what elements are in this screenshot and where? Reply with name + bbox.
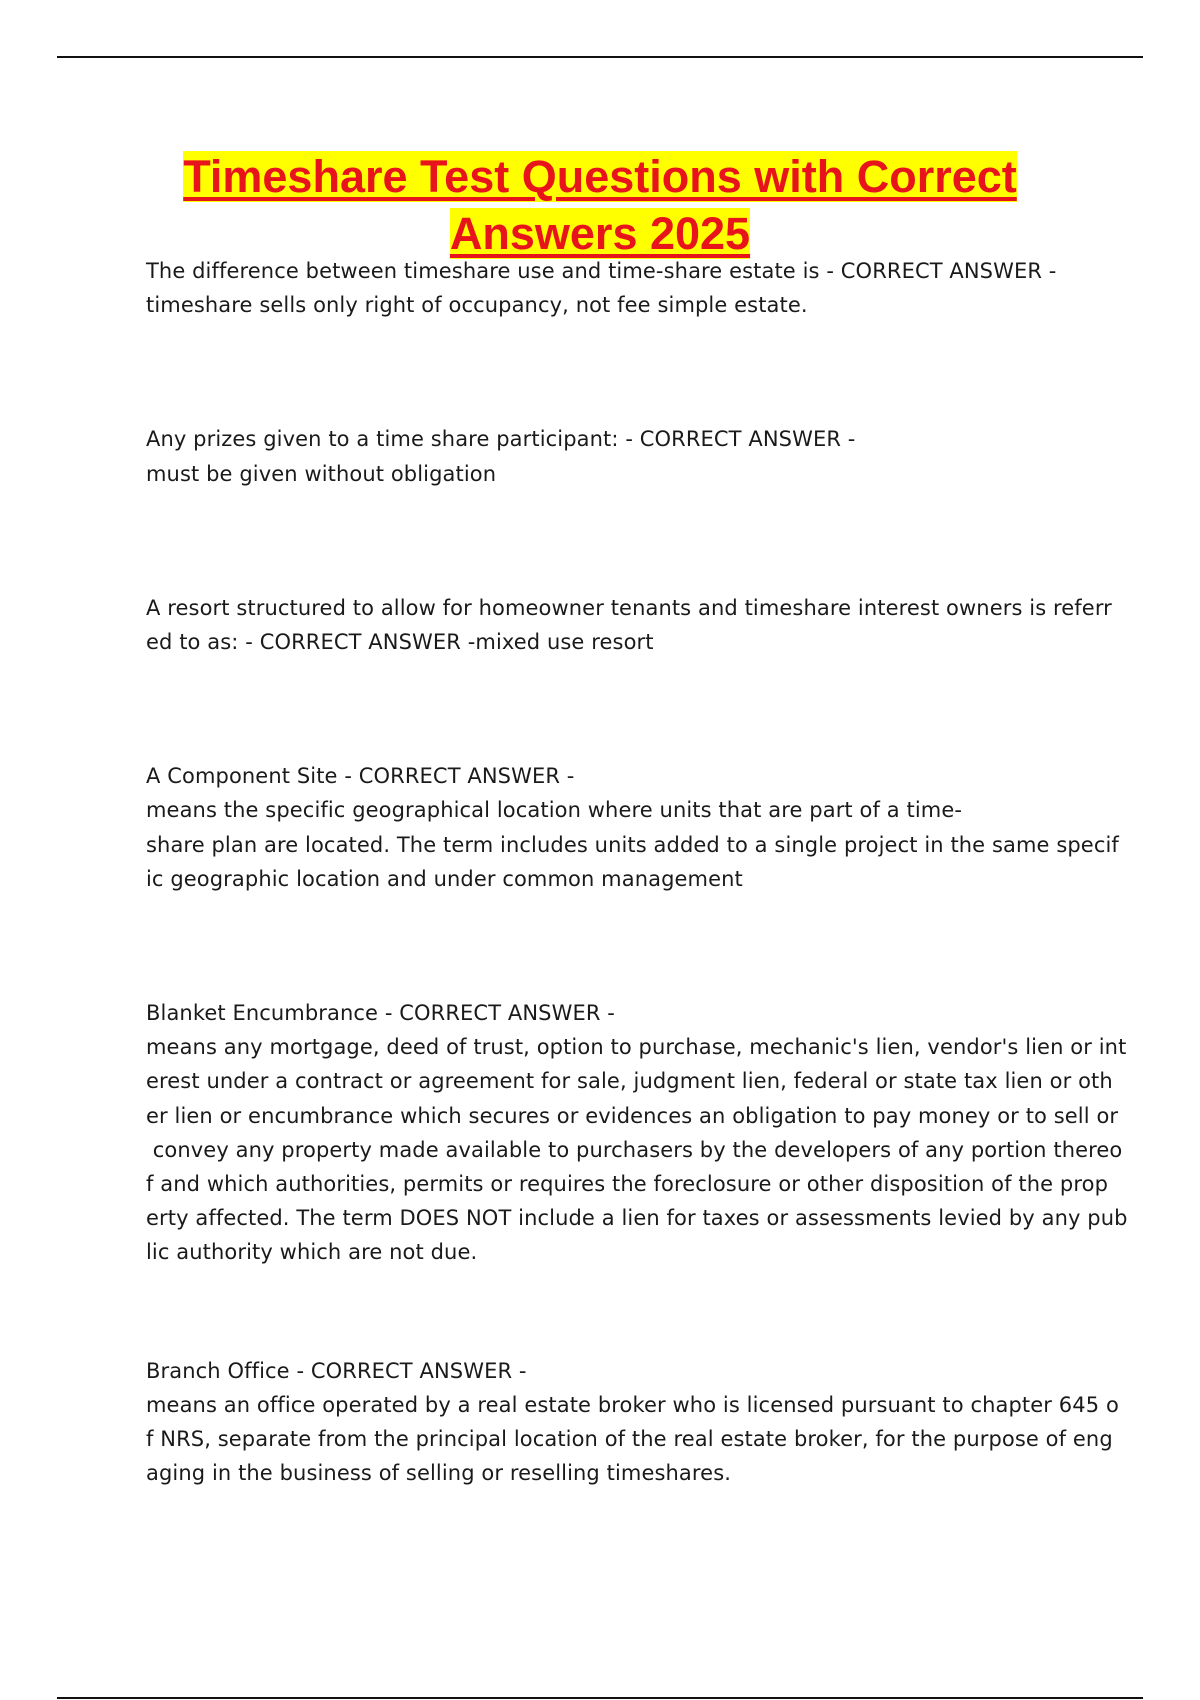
top-rule (57, 56, 1143, 58)
qa-line: The difference between timeshare use and time-share estate is - CORRECT ANSWER - (146, 259, 1057, 283)
bottom-rule (57, 1697, 1143, 1699)
document-body (146, 254, 1128, 1490)
qa-line: er lien or encumbrance which secures or evidences an obligation to pay money or to sell or (146, 1103, 1119, 1128)
title-block (100, 148, 1100, 262)
qa-entry-1 (146, 254, 1088, 322)
qa-line: convey any property made available to purchasers by the developers of any portion thereo (146, 1137, 1123, 1162)
qa-line: erest under a contract or agreement for sale, judgment lien, federal or state tax lien or oth (146, 1069, 1113, 1094)
qa-line: lic authority which are not due. (146, 1240, 478, 1265)
qa-line: means the specific geographical location where units that are part of a time- (146, 798, 963, 823)
qa-entry-3 (146, 591, 1112, 659)
qa-entry-5 (146, 996, 1128, 1270)
qa-line: f NRS, separate from the principal location of the real estate broker, for the purpose of eng (146, 1427, 1113, 1452)
qa-line: ed to as: - CORRECT ANSWER -mixed use resort (146, 630, 654, 655)
qa-line: f and which authorities, permits or requires the foreclosure or other disposition of the prop (146, 1172, 1108, 1197)
qa-line: A Component Site - CORRECT ANSWER - (146, 764, 575, 789)
qa-line: must be given without obligation (146, 461, 497, 486)
qa-line: A resort structured to allow for homeowner tenants and timeshare interest owners is referr (146, 595, 1112, 620)
qa-entry-4 (146, 759, 1119, 896)
qa-line: Branch Office - CORRECT ANSWER - (146, 1358, 527, 1383)
qa-line: share plan are located. The term includes units added to a single project in the same specif (146, 832, 1119, 857)
qa-line: erty affected. The term DOES NOT include a lien for taxes or assessments levied by any pub (146, 1206, 1128, 1231)
qa-entry-2 (146, 422, 1088, 490)
qa-entry-6 (146, 1354, 1119, 1491)
qa-line: Any prizes given to a time share participant: - CORRECT ANSWER - (146, 427, 856, 452)
document-title: Timeshare Test Questions with Correct Answers 2025 (183, 151, 1017, 259)
qa-line: means any mortgage, deed of trust, option to purchase, mechanic's lien, vendor's lien or int (146, 1035, 1127, 1060)
qa-line: ic geographic location and under common management (146, 866, 743, 891)
qa-line: timeshare sells only right of occupancy, not fee simple estate. (146, 293, 808, 318)
qa-line: means an office operated by a real estate broker who is licensed pursuant to chapter 645 o (146, 1392, 1119, 1417)
qa-line: aging in the business of selling or reselling timeshares. (146, 1461, 732, 1486)
qa-line: Blanket Encumbrance - CORRECT ANSWER - (146, 1001, 615, 1026)
